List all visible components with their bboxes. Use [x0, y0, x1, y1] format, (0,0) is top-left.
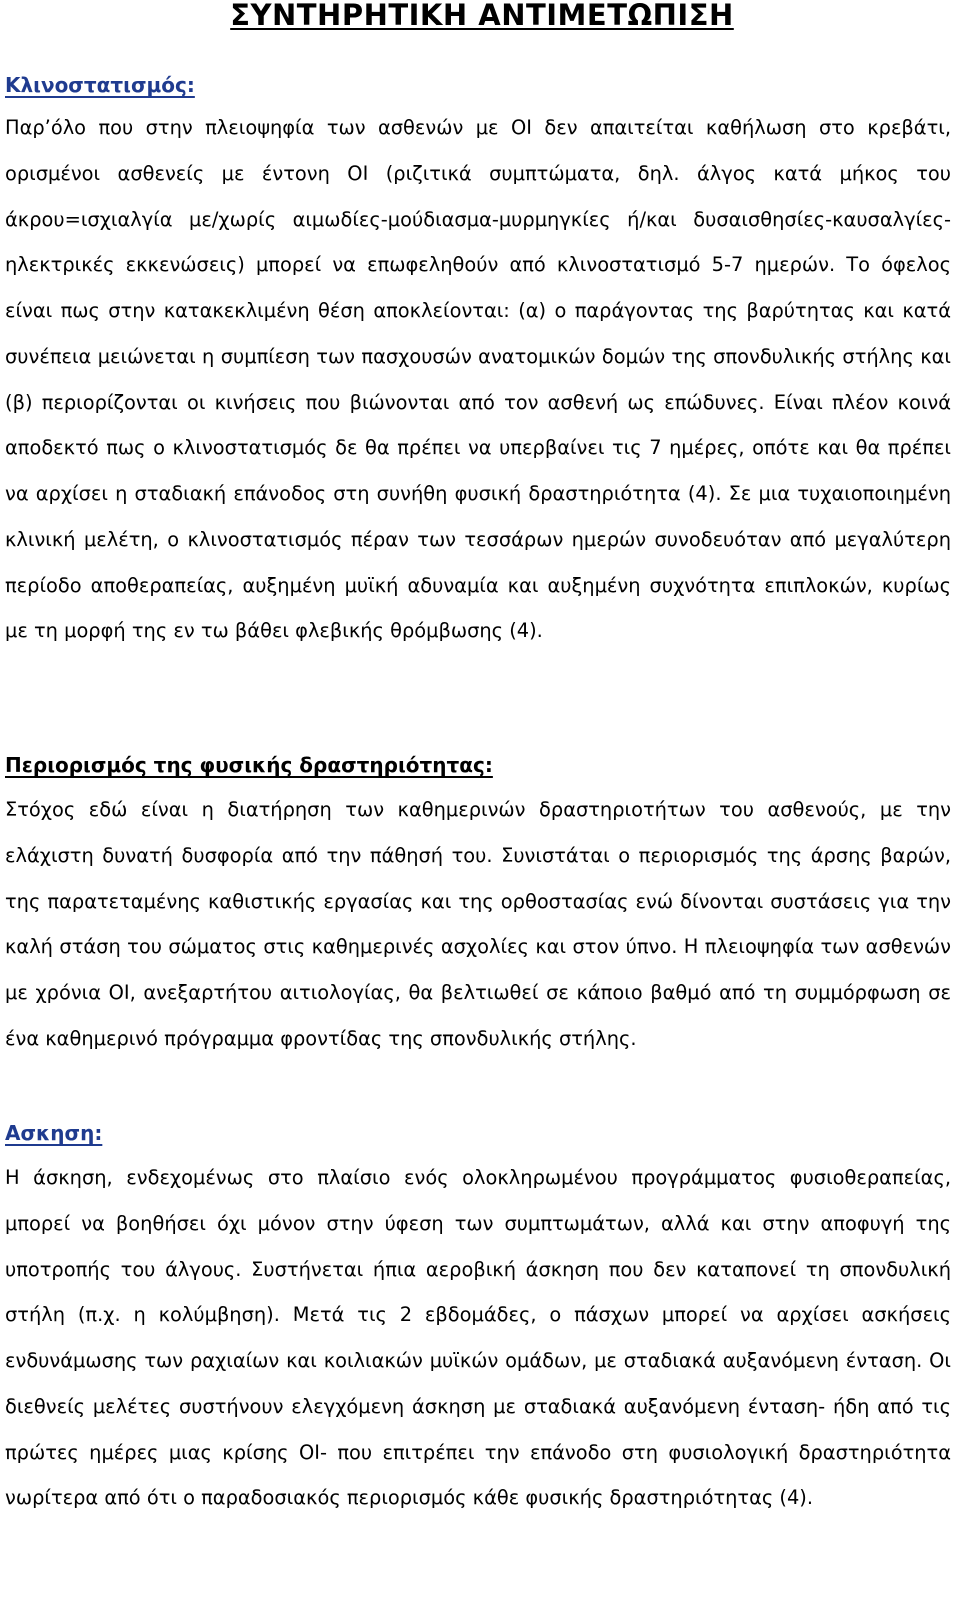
section-heading-exercise: Ασκηση:	[5, 1121, 103, 1145]
section-heading-activity-restriction: Περιορισμός της φυσικής δραστηριότητας:	[5, 753, 493, 777]
section-exercise	[5, 1112, 951, 1612]
section-bed-rest	[5, 64, 951, 745]
document-title: ΣΥΝΤΗΡΗΤΙΚΗ ΑΝΤΙΜΕΤΩΠΙΣΗ	[230, 0, 734, 32]
section-activity-restriction	[5, 744, 951, 1107]
section-text-bed-rest: Παρ’όλο που στην πλειοψηφία των ασθενών με ΟΙ δεν απαιτείται καθήλωση στο κρεβάτι, ορισμένοι ασθενείς με έντονη ΟΙ (ριζιτικά συμπτώματα, δηλ. άλγος κατά μήκος του άκρου=ισχιαλγία με/χωρίς αιμωδίες-μούδιασμα-μυρμηγκίες ή/και δυσαισθησίες-καυσαλγίες-ηλεκτρικές εκκενώσεις) μπορεί να επωφεληθούν από κλινοστατισμό 5-7 ημερών. Το όφελος είναι πως στην κατακεκλιμένη θέση αποκλείονται: (α) ο παράγοντας της βαρύτητας και κατά συνέπεια μειώνεται η συμπίεση των πασχουσών ανατομικών δομών της σπονδυλικής στήλης και (β) περιορίζονται οι κινήσεις που βιώνονται από τον ασθενή ως επώδυνες. Είναι πλέον κοινά αποδεκτό πως ο κλινοστατισμός δε θα πρέπει να υπερβαίνει τις 7 ημέρες, οπότε και θα πρέπει να αρχίσει η σταδιακή επάνοδος στη συνήθη φυσική δραστηριότητα (4). Σε μια τυχαιοποιημένη κλινική μελέτη, ο κλινοστατισμός πέραν των τεσσάρων ημερών συνοδευόταν από μεγαλύτερη περίοδο αποθεραπείας, αυξημένη μυϊκή αδυναμία και αυξημένη συχνότητα επιπλοκών, κυρίως με τη μορφή της εν τω βάθει φλεβικής θρόμβωσης (4).	[5, 116, 951, 643]
section-text-exercise: Η άσκηση, ενδεχομένως στο πλαίσιο ενός ολοκληρωμένου προγράμματος φυσιοθεραπείας, μπορεί να βοηθήσει όχι μόνον στην ύφεση των συμπτωμάτων, αλλά και στην αποφυγή της υποτροπής του άλγους. Συστήνεται ήπια αεροβική άσκηση που δεν καταπονεί τη σπονδυλική στήλη (π.χ. η κολύμβηση). Μετά τις 2 εβδομάδες, ο πάσχων μπορεί να αρχίσει ασκήσεις ενδυνάμωσης των ραχιαίων και κοιλιακών μυϊκών ομάδων, με σταδιακά αυξανόμενη ένταση. Οι διεθνείς μελέτες συστήνουν ελεγχόμενη άσκηση με σταδιακά αυξανόμενη ένταση- ήδη από τις πρώτες ημέρες μιας κρίσης ΟΙ- που επιτρέπει την επάνοδο στη φυσιολογική δραστηριότητα νωρίτερα από ότι ο παραδοσιακός περιορισμός κάθε φυσικής δραστηριότητας (4).	[5, 1166, 951, 1510]
section-text-activity-restriction: Στόχος εδώ είναι η διατήρηση των καθημερινών δραστηριοτήτων του ασθενούς, με την ελάχιστη δυνατή δυσφορία από την πάθησή του. Συνιστάται ο περιορισμός της άρσης βαρών, της παρατεταμένης καθιστικής εργασίας και της ορθοστασίας ενώ δίνονται συστάσεις για την καλή στάση του σώματος στις καθημερινές ασχολίες και στον ύπνο. Η πλειοψηφία των ασθενών με χρόνια ΟΙ, ανεξαρτήτου αιτιολογίας, θα βελτιωθεί σε κάποιο βαθμό από τη συμμόρφωση σε ένα καθημερινό πρόγραμμα φροντίδας της σπονδυλικής στήλης.	[5, 798, 951, 1050]
section-heading-bed-rest: Κλινοστατισμός:	[5, 73, 195, 97]
